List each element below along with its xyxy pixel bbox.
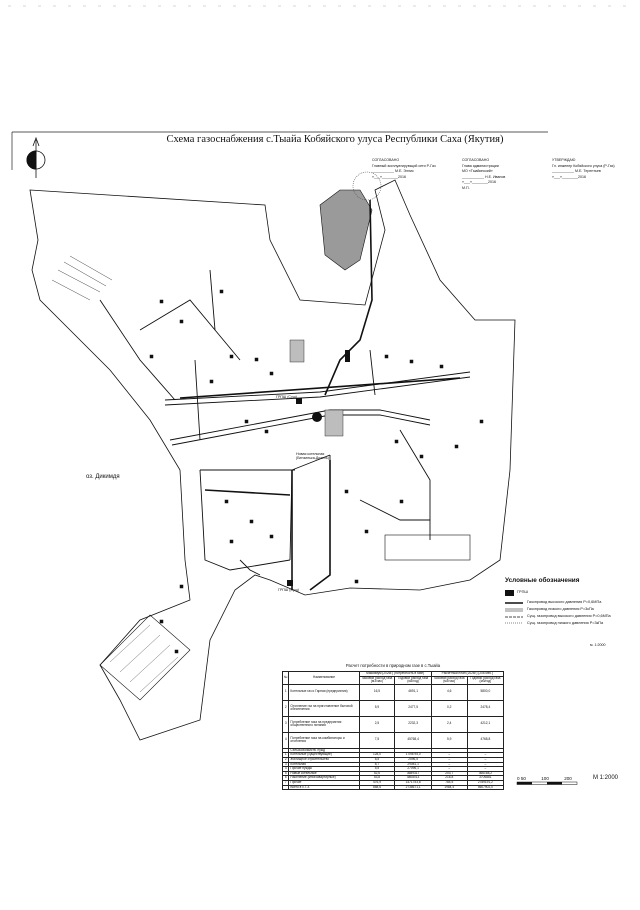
table-cell: 2,5 xyxy=(359,716,395,732)
kotelnaya-marker xyxy=(312,412,322,422)
approval-line: Главный эксплуатирующий сети Р-Газ xyxy=(372,163,436,168)
approval-block-2 xyxy=(462,158,505,192)
table-cell: 2 xyxy=(283,700,289,716)
kotelnaya-label: Новая котельная (Бензинька-Дизель) xyxy=(296,452,329,460)
table-cell: 16,5 xyxy=(359,684,395,700)
table-cell: 2477,5 xyxy=(395,700,431,716)
table-cell: 784,5 xyxy=(431,780,467,785)
approval-line: «___»________2016 xyxy=(462,180,496,185)
table-cell: Население (многоквартирные) xyxy=(289,776,359,781)
table-cell: 4 xyxy=(283,767,289,772)
table-cell: – xyxy=(431,753,467,758)
table-cell: 45768,4 xyxy=(395,732,431,748)
table-row xyxy=(283,785,504,790)
approval-line: СОГЛАСОВАНО xyxy=(462,158,490,162)
table-cell: Сельскохозяйств. нужд xyxy=(289,748,359,753)
table-cell: Потребление газа на предприятия общественного питания xyxy=(289,716,359,732)
table-cell: 7 xyxy=(283,780,289,785)
table-row xyxy=(283,732,504,748)
col-subheader: Годовой расход газа (м3/год) xyxy=(395,676,431,684)
table-cell: 0,2 xyxy=(431,700,467,716)
grps-label-top: ГРПШ (Сущ) xyxy=(276,395,297,399)
table-cell: 366168,2 xyxy=(467,771,503,776)
parcel-hatch xyxy=(110,625,178,692)
scale-ticks xyxy=(517,776,572,781)
terrain-patch-2 xyxy=(325,410,343,436)
table-cell: 27096,1 xyxy=(395,767,431,772)
table-cell: 128,0 xyxy=(359,753,395,758)
table-cell: 2478,4 xyxy=(467,700,503,716)
table-cell: 2596,5 xyxy=(395,757,431,762)
legend-item: ГРПШ xyxy=(517,590,528,594)
village-boundary xyxy=(30,180,515,740)
table-cell: – xyxy=(467,753,503,758)
table-row xyxy=(283,716,504,732)
table-cell: Котельные (существующие) xyxy=(289,753,359,758)
gas-demand-table xyxy=(282,671,504,790)
table-cell: Новые котельные xyxy=(289,771,359,776)
legend-note: м. 1:2000 xyxy=(590,643,606,647)
scale-tick: 100 xyxy=(541,776,549,781)
table-cell: 4691,1 xyxy=(395,684,431,700)
legend-item: Сущ. газопровод низкого давления Р=3кПа xyxy=(527,621,604,625)
col-header: № xyxy=(283,672,289,685)
approval-line: «___»________2016 xyxy=(552,174,586,179)
legend-item: Газопровод высокого давления Р=0,6МПа xyxy=(527,600,602,604)
col-header: Максимум (2026г.) (потребность в газе) xyxy=(359,672,431,677)
table-cell: Котельные газ и Гарная (предприятия) xyxy=(289,684,359,700)
table-cell: 3 xyxy=(283,716,289,732)
building-block xyxy=(345,350,350,362)
table-cell: 1 098 95,0 xyxy=(395,753,431,758)
approval-line: ___________ М.Е. Эллис xyxy=(372,169,414,174)
legend-swatch-grps xyxy=(505,590,514,596)
table-body-totals xyxy=(283,748,504,789)
approval-line: ___________ Н.Е. Иванов xyxy=(462,174,506,179)
approval-line: Гл. инженер Кобяйского улуса (Р-Газ) xyxy=(552,163,615,168)
table-cell: 52,6 xyxy=(359,771,395,776)
table-cell: 3 xyxy=(283,762,289,767)
approval-block-1 xyxy=(372,158,436,180)
table-cell: 203,7 xyxy=(431,771,467,776)
table-cell: 1471753,8 xyxy=(395,780,431,785)
table-cell: 4212,1 xyxy=(467,716,503,732)
scale-bar xyxy=(517,782,577,785)
table-cell: 5800,0 xyxy=(467,684,503,700)
scale-tick: 0 50 xyxy=(517,776,526,781)
legend-item: Газопровод низкого давления Р=3кПа xyxy=(527,607,594,611)
table-cell: 476,9 xyxy=(359,780,395,785)
legend-swatch-low xyxy=(505,609,523,611)
col-subheader: Часовой расход газа (м3/час) xyxy=(359,676,395,684)
approval-line: «___»________2016 xyxy=(372,174,406,179)
table-cell: 5,5 xyxy=(359,767,395,772)
approval-line: М.П. xyxy=(462,185,470,190)
table-cell: Прочие xyxy=(289,780,359,785)
table-cell: 8,7 xyxy=(359,762,395,767)
scale-ratio: М 1:2000 xyxy=(593,775,619,781)
table-cell: 29081,1 xyxy=(395,762,431,767)
table-cell: 7,5 xyxy=(359,732,395,748)
table-cell: 4808013 xyxy=(395,776,431,781)
table-body-main xyxy=(283,684,504,748)
table-caption: Расчет потребности в природном газе в с.Тыайа xyxy=(345,663,441,668)
forest-patch xyxy=(320,190,372,270)
table-cell: Прочие нужды xyxy=(289,767,359,772)
table-cell: 5607902,0 xyxy=(467,785,503,790)
approval-line: МО «Тыайинский» xyxy=(462,169,493,174)
table-cell: 8,5 xyxy=(359,757,395,762)
table-cell: 53,8 xyxy=(359,776,395,781)
table-cell: 3689317 xyxy=(395,771,431,776)
table-cell: – xyxy=(431,757,467,762)
gas-pipeline-network xyxy=(180,200,460,590)
scale-tick: 200 xyxy=(564,776,572,781)
table-cell: 1984,4 xyxy=(431,785,467,790)
table-cell: Всего в с.Т.З. xyxy=(289,785,359,790)
table-cell: 216,8 xyxy=(431,776,467,781)
grps-label-bottom: ГРПШ (Сущ) xyxy=(278,588,299,592)
legend-title: Условные обозначения xyxy=(505,577,580,584)
col-subheader: Часовой расход газа (м3/час) xyxy=(431,676,467,684)
table-cell: – xyxy=(431,767,467,772)
approval-line: СОГЛАСОВАНО xyxy=(372,158,400,162)
table-cell: – xyxy=(467,762,503,767)
table-cell: 2,4 xyxy=(431,716,467,732)
table-cell: 4768,8 xyxy=(467,732,503,748)
table-cell: Потребление газа на комбинаторы и отопления xyxy=(289,732,359,748)
table-cell: 5 xyxy=(283,771,289,776)
table-cell: – xyxy=(467,767,503,772)
table-row xyxy=(283,684,504,700)
table-cell: 858,6 xyxy=(359,785,395,790)
legend-item: Сущ. газопровод высокого давления Р=0,6МПа xyxy=(527,614,611,618)
col-header: Расчетный план (2026г.) (206 мес.) xyxy=(431,672,503,677)
approval-block-3 xyxy=(552,158,615,180)
col-header: Наименование xyxy=(289,672,359,685)
terrain-patch xyxy=(290,340,304,362)
table-cell: Отопление газ на приготовление бытовой обеспечения xyxy=(289,700,359,716)
approval-line: ___________ М.Е. Терентьев xyxy=(552,169,601,174)
table-cell: 2232,3 xyxy=(395,716,431,732)
lake-label: оз. Дикимдя xyxy=(86,474,120,480)
table-cell: 1 xyxy=(283,753,289,758)
table-cell: 2738671,1 xyxy=(395,785,431,790)
table-row xyxy=(283,700,504,716)
table-cell: 3706881 xyxy=(467,776,503,781)
table-cell: 4,6 xyxy=(431,684,467,700)
road-network xyxy=(100,270,470,575)
grps-marker-bottom xyxy=(287,580,293,586)
map-title: Схема газоснабжения с.Тыайа Кобяйского улуса Республики Саха (Якутия) xyxy=(166,134,504,145)
parcel-hatch-northwest xyxy=(52,256,112,300)
north-arrow-icon xyxy=(27,138,45,178)
table-cell: Котельная xyxy=(289,762,359,767)
table-cell: 5,9 xyxy=(431,732,467,748)
approval-line: Глава администрации xyxy=(462,163,499,168)
parcel-outline-east xyxy=(385,535,470,560)
table-cell: 1 xyxy=(283,684,289,700)
table-cell: – xyxy=(467,757,503,762)
table-cell: 4 xyxy=(283,732,289,748)
table-cell: 2789191,2 xyxy=(467,780,503,785)
table-cell: 2 xyxy=(283,757,289,762)
col-subheader: Годовой расход газа (м3/год) xyxy=(467,676,503,684)
table-cell: Жилищное строительство xyxy=(289,757,359,762)
approval-line: УТВЕРЖДАЮ xyxy=(552,158,576,162)
table-cell: – xyxy=(431,762,467,767)
table-cell: 5,9 xyxy=(359,700,395,716)
table-cell: 6 xyxy=(283,776,289,781)
